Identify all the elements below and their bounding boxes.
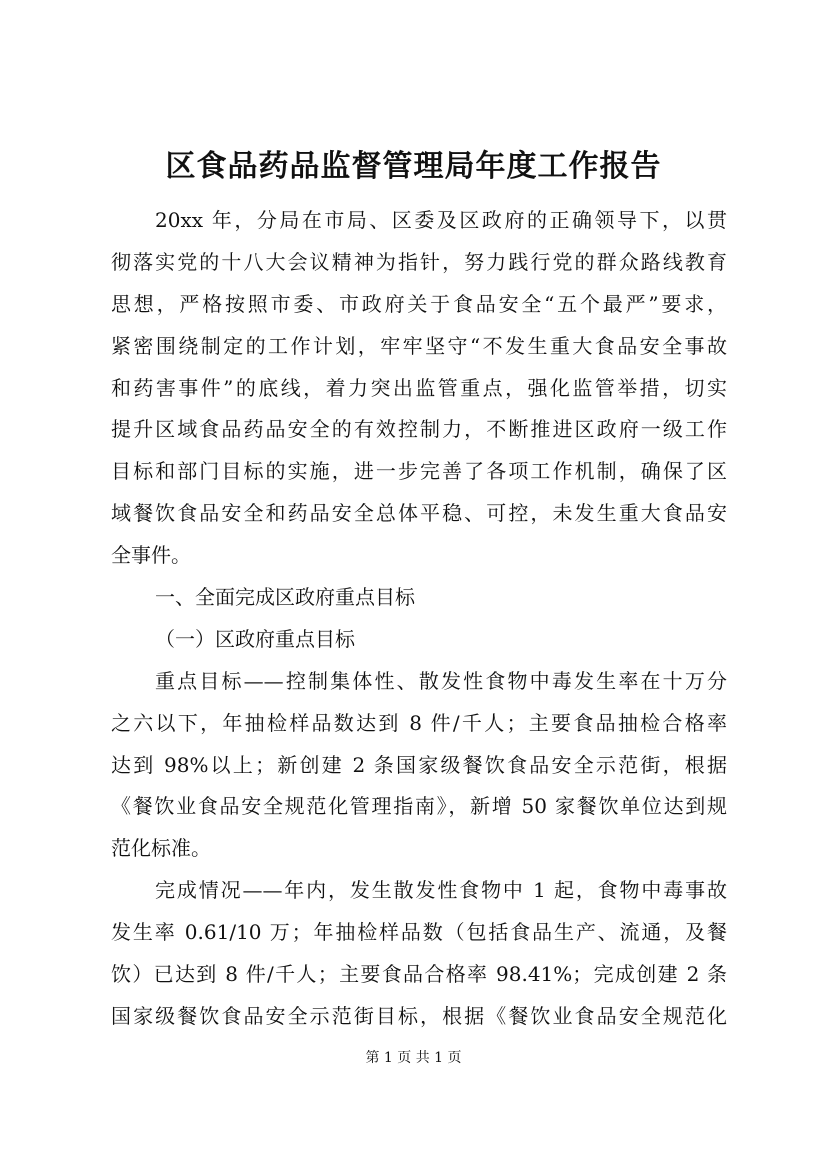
body-text-line: 全事件。 — [111, 543, 191, 568]
body-text-line: 饮）已达到 8 件/千人；主要食品合格率 98.41%；完成创建 2 条 — [111, 962, 727, 987]
body-text-line: 《餐饮业食品安全规范化管理指南》，新增 50 家餐饮单位达到规 — [111, 794, 727, 819]
body-text-line: （一）区政府重点目标 — [155, 626, 355, 651]
body-text-line: 之六以下，年抽检样品数达到 8 件/千人；主要食品抽检合格率 — [111, 710, 727, 735]
body-text-line: 一、全面完成区政府重点目标 — [155, 585, 415, 610]
body-text-line: 发生率 0.61/10 万；年抽检样品数（包括食品生产、流通，及餐 — [111, 920, 727, 945]
body-text-line: 国家级餐饮食品安全示范街目标，根据《餐饮业食品安全规范化 — [111, 1003, 727, 1028]
body-text-line: 紧密围绕制定的工作计划，牢牢坚守“不发生重大食品安全事故 — [111, 333, 727, 358]
body-text-line: 20xx 年，分局在市局、区委及区政府的正确领导下，以贯 — [155, 208, 727, 232]
body-text-line: 达到 98%以上；新创建 2 条国家级餐饮食品安全示范街，根据 — [111, 752, 727, 777]
document-title: 区食品药品监督管理局年度工作报告 — [165, 149, 662, 184]
document-body — [111, 200, 727, 1038]
body-text-line: 完成情况——年内，发生散发性食物中 1 起，食物中毒事故 — [155, 878, 727, 903]
body-text-line: 域餐饮食品安全和药品安全总体平稳、可控，未发生重大食品安 — [111, 501, 727, 526]
body-text-line: 提升区域食品药品安全的有效控制力，不断推进区政府一级工作 — [111, 417, 727, 442]
body-text-line: 思想，严格按照市委、市政府关于食品安全“五个最严”要求， — [111, 291, 727, 316]
body-text-line: 范化标准。 — [111, 836, 211, 861]
body-text-line: 彻落实党的十八大会议精神为指针，努力践行党的群众路线教育 — [111, 249, 727, 274]
body-text-line: 目标和部门目标的实施，进一步完善了各项工作机制，确保了区 — [111, 459, 727, 484]
body-text-line: 重点目标——控制集体性、散发性食物中毒发生率在十万分 — [155, 668, 727, 693]
body-text-line: 和药害事件”的底线，着力突出监管重点，强化监管举措，切实 — [111, 375, 727, 400]
page-footer: 第 1 页 共 1 页 — [365, 1050, 462, 1066]
